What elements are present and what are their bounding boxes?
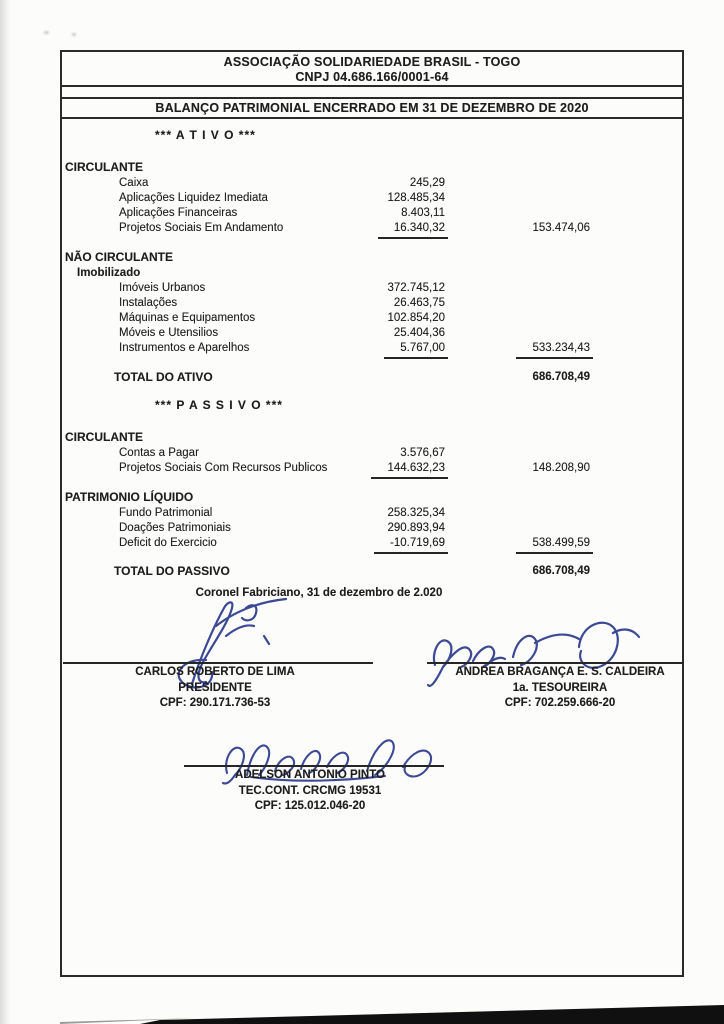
report-title-box [60, 99, 684, 119]
signer-role: PRESIDENTE [178, 681, 252, 694]
total-passivo-label: TOTAL DO PASSIVO [114, 564, 230, 578]
account-value: 128.485,34 [387, 192, 445, 204]
account-label: Máquinas e Equipamentos [119, 312, 256, 324]
spacer-band [60, 87, 684, 99]
total-ativo-label: TOTAL DO ATIVO [114, 370, 213, 384]
account-value: 372.745,12 [387, 282, 445, 294]
document-frame [60, 50, 684, 977]
signer-cpf: CPF: 125.012.046-20 [254, 800, 366, 812]
report-title: BALANÇO PATRIMONIAL ENCERRADO EM 31 DE DEZEMBRO DE 2020 [155, 101, 589, 115]
account-label: Contas a Pagar [119, 447, 199, 459]
organization-name: ASSOCIAÇÃO SOLIDARIEDADE BRASIL - TOGO [223, 55, 521, 69]
table-row [62, 506, 682, 521]
table-row [62, 221, 682, 236]
table-row [62, 206, 682, 221]
signer-block-president [75, 665, 355, 712]
subgroup-title-imobilizado: Imobilizado [77, 267, 141, 279]
signature-line-treasurer [427, 662, 684, 664]
group-title-circulante-passivo: CIRCULANTE [65, 430, 143, 444]
account-label: Móveis e Utensilios [119, 327, 219, 339]
scan-edge-shadow [0, 0, 10, 1024]
signer-name: CARLOS ROBERTO DE LIMA [135, 666, 295, 678]
account-label: Aplicações Financeiras [119, 207, 238, 219]
signer-name: ADELSON ANTONIO PINTO [235, 769, 385, 781]
passivo-section-heading: *** P A S S I V O *** [155, 398, 283, 412]
signer-block-treasurer [420, 665, 700, 712]
account-label: Caixa [119, 177, 149, 189]
account-value: 245,29 [409, 177, 445, 189]
account-value-underlined: 5.767,00 [292, 341, 445, 359]
account-label: Imóveis Urbanos [119, 282, 206, 294]
table-row [62, 521, 682, 536]
account-value: 26.463,75 [393, 297, 445, 309]
group-title-patrimonio-liquido: PATRIMONIO LÍQUIDO [65, 490, 194, 504]
cnpj-number: CNPJ 04.686.166/0001-64 [295, 70, 449, 84]
account-value: 290.893,94 [387, 522, 445, 534]
total-passivo-row [62, 564, 682, 579]
total-passivo-value: 686.708,49 [532, 565, 590, 577]
table-row [62, 176, 682, 191]
statement-body-box [60, 119, 684, 977]
account-label: Fundo Patrimonial [119, 507, 213, 519]
table-row [62, 296, 682, 311]
signature-line-accountant [184, 765, 444, 767]
ativo-section-heading: *** A T I V O *** [155, 128, 256, 142]
total-ativo-value: 686.708,49 [532, 371, 590, 383]
group-subtotal-underlined: 538.499,59 [462, 536, 590, 554]
table-row [62, 536, 682, 551]
scan-speck [72, 33, 76, 36]
group-subtotal: 153.474,06 [532, 222, 590, 234]
account-label: Projetos Sociais Em Andamento [119, 222, 284, 234]
group-subtotal: 148.208,90 [532, 462, 590, 474]
scan-speck [44, 31, 49, 34]
table-row [62, 341, 682, 356]
account-label: Aplicações Liquidez Imediata [119, 192, 268, 204]
table-row [62, 311, 682, 326]
account-value-underlined: -10.719,69 [292, 536, 445, 554]
account-label: Instrumentos e Aparelhos [119, 342, 250, 354]
account-value: 258.325,34 [387, 507, 445, 519]
account-label: Instalações [119, 297, 178, 309]
account-value-underlined: 16.340,32 [292, 221, 445, 239]
group-title-nao-circulante: NÃO CIRCULANTE [65, 250, 173, 264]
signer-role: TEC.CONT. CRCMG 19531 [238, 784, 382, 797]
table-row [62, 326, 682, 341]
account-value-underlined: 144.632,23 [292, 461, 445, 479]
signer-cpf: CPF: 290.171.736-53 [159, 697, 271, 709]
account-value: 25.404,36 [393, 327, 445, 339]
table-row [62, 281, 682, 296]
city-date-line: Coronel Fabriciano, 31 de dezembro de 2.020 [195, 587, 443, 599]
account-label: Projetos Sociais Com Recursos Publicos [119, 462, 328, 474]
account-value: 3.576,67 [400, 447, 445, 459]
signer-block-accountant [170, 768, 450, 815]
table-row [62, 461, 682, 476]
account-label: Deficit do Exercicio [119, 537, 217, 549]
scan-bottom-artifact [0, 1004, 724, 1024]
table-row [62, 191, 682, 206]
signer-role: 1a. TESOUREIRA [512, 681, 608, 694]
signer-name: ANDREA BRAGANÇA E. S. CALDEIRA [455, 666, 665, 678]
group-subtotal-underlined: 533.234,43 [462, 341, 590, 359]
signature-line-president [63, 662, 373, 664]
signer-cpf: CPF: 702.259.666-20 [504, 697, 616, 709]
group-title-circulante-ativo: CIRCULANTE [65, 160, 143, 174]
table-row [62, 446, 682, 461]
account-value: 102.854,20 [387, 312, 445, 324]
header-box [60, 50, 684, 87]
account-value: 8.403,11 [401, 207, 445, 219]
account-label: Doações Patrimoniais [119, 522, 231, 534]
total-ativo-row [62, 370, 682, 385]
